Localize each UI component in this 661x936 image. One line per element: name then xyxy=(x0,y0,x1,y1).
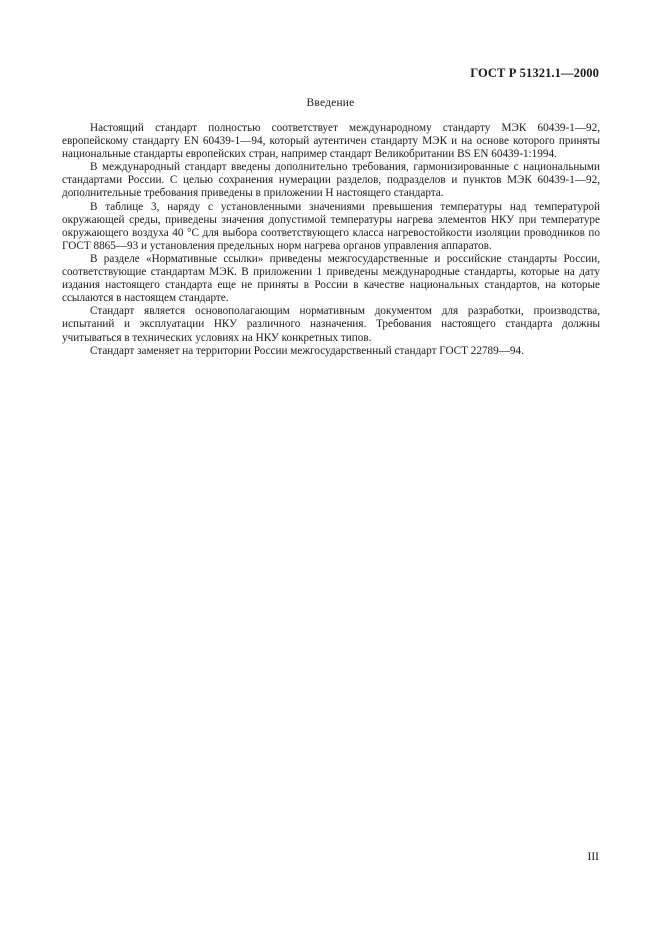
paragraph: В разделе «Нормативные ссылки» приведены межгосударственные и российские стандарты России, соответствующие стандартам МЭК. В приложении 1 приведены международные стандарты, которые на дату издания настоящего стандарта еще не приняты в России в качестве национальных стандартов, на которые ссылаются в настоящем стандарте. xyxy=(62,252,600,305)
paragraph: В таблице 3, наряду с установленными значениями превышения температуры над температурой окружающей среды, приведены значения допустимой температуры нагрева элементов НКУ при температуре окружающего воздуха 40 °С для выбора соответствующего класса нагревостойкости изоляции проводников по ГОСТ 8865—93 и установления предельных норм нагрева органов управления аппаратов. xyxy=(62,200,600,252)
paragraph: В международный стандарт введены дополнительно требования, гармонизированные с национальными стандартами России. С целью сохранения нумерации разделов, подразделов и пунктов МЭК 60439-1—92, дополнительные требования приведены в приложении Н настоящего стандарта. xyxy=(62,161,600,200)
paragraph: Настоящий стандарт полностью соответствует международному стандарту МЭК 60439-1—92, европейскому стандарту EN 60439-1—94, который аутентичен стандарту МЭК и на основе которого приняты национальные стандарты европейских стран, например стандарт Великобритании BS EN 60439-1:1994. xyxy=(62,122,600,161)
section-title: Введение xyxy=(306,97,355,109)
document-code-header: ГОСТ Р 51321.1—2000 xyxy=(470,66,599,80)
paragraph: Стандарт является основополагающим нормативным документом для разработки, производства, испытаний и эксплуатации НКУ различного назначения. Требования настоящего стандарта должны учитываться в технических условиях на НКУ конкретных типов. xyxy=(62,305,600,344)
page-number: III xyxy=(587,851,599,863)
paragraph: Стандарт заменяет на территории России межгосударственный стандарт ГОСТ 22789—94. xyxy=(90,344,524,357)
body-text xyxy=(62,122,600,358)
